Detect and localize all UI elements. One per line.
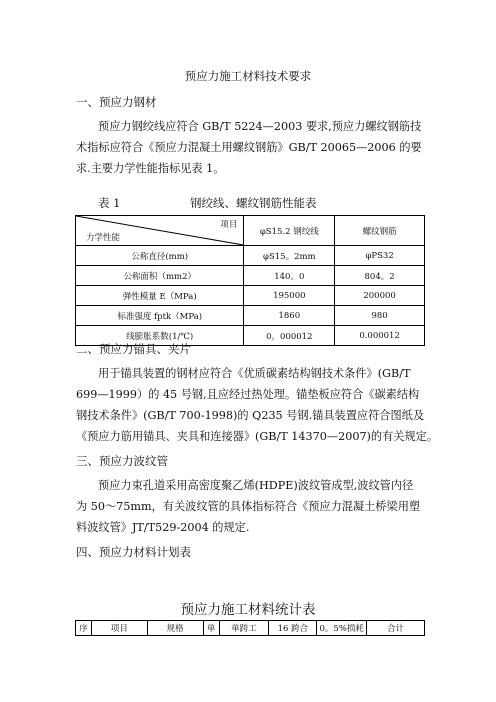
header-rebar: 螺纹钢筋 (335, 216, 425, 246)
section-1-line-1: 预应力钢绞线应符合 GB/T 5224—2003 要求,预应力螺纹钢筋技 (98, 120, 422, 133)
row-label: 公称直径(mm) (76, 246, 244, 266)
row-rebar-value: φPS32 (335, 246, 425, 266)
row-label: 公称面积（mm2） (76, 266, 244, 286)
header-index: 序 (76, 621, 92, 636)
section-2-heading: 二、预应力锚具、夹片 (76, 342, 191, 356)
statistics-table-title: 预应力施工材料统计表 (180, 602, 316, 618)
header-item-label: 项目 (220, 220, 238, 230)
section-4-heading: 四、预应力材料计划表 (76, 545, 191, 559)
header-property-label: 力学性能 (86, 233, 121, 243)
row-strand-value: 140。0 (244, 266, 335, 286)
header-total: 合计 (367, 621, 425, 636)
row-rebar-value: 200000 (335, 286, 425, 306)
row-rebar-value: 0.000012 (335, 326, 425, 346)
row-strand-value: 1860 (244, 306, 335, 326)
table-1-number: 表 1 (98, 196, 121, 210)
statistics-header-row (76, 621, 425, 636)
header-single-span: 单跨工 (219, 621, 269, 636)
header-item: 项目 (91, 621, 147, 636)
table-header-row (76, 216, 425, 246)
row-strand-value: 195000 (244, 286, 335, 306)
statistics-table (75, 620, 425, 636)
header-spec: 规格 (147, 621, 203, 636)
header-loss: 0。5%损耗 (317, 621, 367, 636)
header-16-spans: 16 跨合 (269, 621, 317, 636)
row-label: 标准强度 fptk（MPa) (76, 306, 244, 326)
table-1-title: 钢绞线、螺纹钢筋性能表 (190, 196, 317, 210)
section-2-line-1: 用于锚具装置的钢材应符合《优质碳素结构钢技术条件》(GB/T (98, 367, 411, 380)
section-3-heading: 三、预应力波纹管 (76, 454, 168, 468)
section-1-line-2: 术指标应符合《预应力混凝土用螺纹钢筋》GB/T 20065—2006 的要 (76, 141, 422, 154)
section-2-line-3: 钢技术条件》(GB/T 700-1998)的 Q235 号钢.锚具装置应符合图纸及 (76, 409, 425, 422)
row-rebar-value: 804。2 (335, 266, 425, 286)
table-row (76, 246, 425, 266)
properties-table (75, 215, 425, 346)
row-strand-value: φS15。2mm (244, 246, 335, 266)
section-3-line-3: 料波纹管》JT/T529-2004 的规定. (76, 521, 250, 534)
header-strand: φS15.2 钢绞线 (244, 216, 335, 246)
row-rebar-value: 980 (335, 306, 425, 326)
section-2-line-4: 《预应力筋用锚具、夹具和连接器》(GB/T 14370—2007)的有关规定。 (76, 430, 439, 443)
table-row (76, 266, 425, 286)
document-title: 预应力施工材料技术要求 (184, 69, 312, 83)
row-label: 弹性模量 E（MPa) (76, 286, 244, 306)
table-row (76, 286, 425, 306)
section-3-line-1: 预应力束孔道采用高密度聚乙烯(HDPE)波纹管成型,波纹管内径 (98, 479, 414, 492)
section-1-line-3: 求.主要力学性能指标见表 1。 (76, 162, 225, 175)
row-label: 线膨胀系数(1/℃) (76, 326, 244, 346)
diagonal-header-cell (76, 216, 244, 246)
row-strand-value: 0。000012 (244, 326, 335, 346)
section-1-heading: 一、预应力钢材 (76, 95, 157, 109)
section-2-line-2: 699—1999）的 45 号钢,且应经过热处理。锚垫板应符合《碳素结构 (76, 388, 420, 401)
section-3-line-2: 为 50～75mm，有关波纹管的具体指标符合《预应力混凝土桥梁用塑 (76, 500, 421, 513)
header-unit: 单 (203, 621, 219, 636)
table-row (76, 306, 425, 326)
